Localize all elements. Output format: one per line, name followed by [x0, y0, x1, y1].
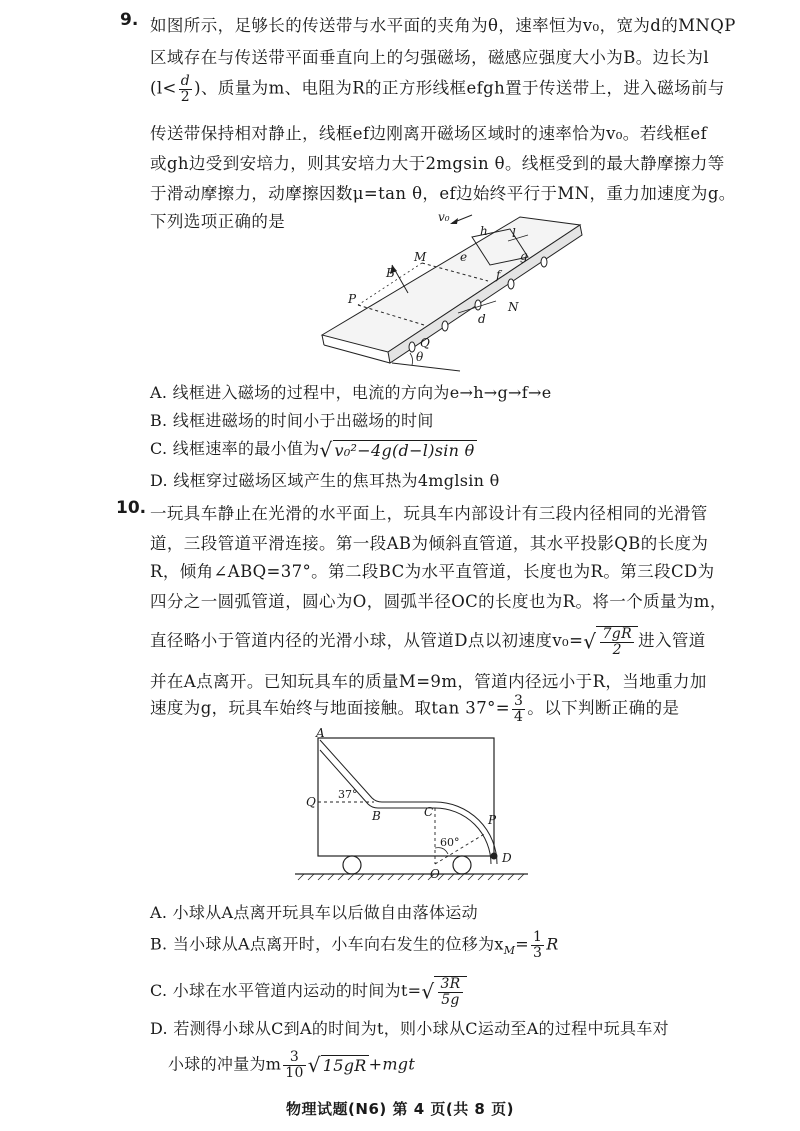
ground-line — [392, 363, 460, 371]
label-d: d — [478, 312, 486, 326]
wheel-right — [453, 856, 471, 874]
frac-denominator: 2 — [179, 89, 192, 105]
q9-option-d: D. 线框穿过磁场区域产生的焦耳热为4mglsin θ — [150, 471, 500, 490]
label-q: Q — [306, 795, 316, 809]
frac-numerator: d — [180, 73, 191, 89]
q10-line-7-pre: 速度为g，玩具车始终与地面接触。取tan 37°= — [150, 698, 510, 718]
q9-line-5: 或gh边受到安培力，则其安培力大于2mgsin θ。线框受到的最大静摩擦力等 — [150, 154, 725, 173]
question-9-number: 9. — [120, 10, 139, 30]
q9-line-3-text: 、质量为m、电阻为R的正方形线框efgh置于传送带上，进入磁场前与 — [200, 78, 725, 98]
label-d: D — [502, 851, 512, 865]
q10-line-5-post: 进入管道 — [638, 631, 706, 651]
frac-denominator: 2 — [600, 642, 634, 658]
q10-line-2: 道，三段管道平滑连接。第一段AB为倾斜直管道，其水平投影QB的长度为 — [150, 534, 709, 553]
q9-option-a: A. 线框进入磁场的过程中，电流的方向为e→h→g→f→e — [150, 383, 552, 402]
subscript-m: M — [503, 943, 516, 957]
frac-numerator: 3 — [289, 1049, 300, 1065]
q10-line-5 — [150, 626, 706, 657]
label-v0: v₀ — [438, 210, 450, 224]
b-fraction — [531, 930, 544, 960]
q9-line-3 — [150, 74, 725, 104]
label-e: e — [460, 250, 468, 264]
label-p: P — [348, 292, 357, 306]
q9-option-b: B. 线框进磁场的时间小于出磁场的时间 — [150, 411, 434, 430]
label-p: P — [488, 813, 497, 827]
label-o: O — [430, 867, 440, 881]
q9-line-3-post: ) — [194, 78, 201, 98]
wheel-left — [343, 856, 361, 874]
label-l: l — [512, 226, 516, 240]
q10-option-b — [150, 930, 559, 960]
c-sqrt: √ $\frac{3R}{5g}$ — [421, 976, 466, 1007]
toy-car-figure — [290, 728, 540, 888]
radicand: 15gR — [322, 1056, 367, 1076]
label-c: C — [424, 805, 434, 819]
q10-line-6: 并在A点离开。已知玩具车的质量M=9m，管道内径远小于R，当地重力加 — [150, 672, 707, 691]
q10-line-7-post: 。以下判断正确的是 — [527, 698, 680, 718]
label-n: N — [508, 300, 519, 314]
label-h: h — [480, 224, 488, 238]
q10-option-d-line-2 — [168, 1050, 415, 1080]
frac-numerator: 7gR — [602, 626, 633, 642]
q10-line-3: R，倾角∠ABQ=37°。第二段BC为水平直管道，长度也为R。第三段CD为 — [150, 562, 715, 581]
frac-numerator: 3 — [513, 693, 524, 709]
label-m: M — [414, 250, 427, 264]
frac-denominator: 4 — [513, 708, 524, 725]
radicand: v₀²−4g(d−l)sin θ — [334, 440, 475, 460]
q9-line-3-pre: (l< — [150, 78, 177, 98]
q10-option-b-unit: R — [546, 934, 559, 954]
q10-option-c-text: C. 小球在水平管道内运动的时间为t= — [150, 981, 422, 1001]
label-a: A — [316, 728, 325, 740]
tan-fraction — [512, 694, 525, 724]
label-angle-37: 37° — [338, 788, 358, 801]
label-b: B — [386, 266, 395, 280]
q10-option-d-line-1: D. 若测得小球从C到A的时间为t，则小球从C运动至A的过程中玩具车对 — [150, 1019, 669, 1038]
belt-surface — [322, 217, 580, 352]
q9-line-6: 于滑动摩擦力，动摩擦因数μ=tan θ，ef边始终平行于MN，重力加速度为g。 — [150, 184, 736, 203]
label-g: g — [520, 249, 528, 263]
q10-option-c — [150, 976, 467, 1007]
frac-denominator: 5g — [438, 992, 462, 1008]
q9-line-7: 下列选项正确的是 — [150, 212, 286, 231]
q9-line-2: 区域存在与传送带平面垂直向上的匀强磁场，磁感应强度大小为B。边长为l — [150, 48, 710, 67]
q9-option-c-sqrt: √ v₀²−4g(d−l)sin θ — [319, 437, 475, 462]
frac-numerator: 3R — [440, 976, 461, 992]
label-angle-60: 60° — [440, 836, 460, 849]
label-f: f — [496, 268, 501, 282]
d-sqrt: √ 15gR — [307, 1053, 367, 1078]
q9-option-c — [150, 436, 477, 462]
q9-option-c-text: C. 线框速率的最小值为 — [150, 439, 320, 458]
q9-line-1: 如图所示，足够长的传送带与水平面的夹角为θ，速率恒为v₀，宽为d的MNQP — [150, 16, 736, 35]
q10-option-d-tail: +mgt — [368, 1054, 416, 1074]
equals-sign: = — [515, 934, 530, 954]
q9-line-3-fraction — [179, 74, 192, 104]
label-q: Q — [420, 336, 430, 350]
q9-line-4: 传送带保持相对静止，线框ef边刚离开磁场区域时的速率恰为v₀。若线框ef — [150, 124, 708, 143]
q10-line-4: 四分之一圆弧管道，圆心为O，圆弧半径OC的长度也为R。将一个质量为m， — [150, 592, 727, 611]
q10-line-1: 一玩具车静止在光滑的水平面上，玩具车内部设计有三段内径相同的光滑管 — [150, 504, 708, 523]
conveyor-belt-figure — [310, 195, 595, 375]
q10-option-a: A. 小球从A点离开玩具车以后做自由落体运动 — [150, 903, 478, 922]
q10-line-7 — [150, 694, 679, 724]
d-fraction — [283, 1050, 305, 1080]
label-b: B — [372, 809, 381, 823]
v0-sqrt: √ $\frac{7gR}{2}$ — [583, 626, 638, 657]
ball — [491, 853, 498, 860]
question-10-number: 10. — [116, 498, 147, 518]
label-theta: θ — [416, 350, 424, 364]
q10-option-b-text: B. 当小球从A点离开时，小车向右发生的位移为x — [150, 934, 504, 954]
frac-denominator: 3 — [533, 944, 543, 961]
page-footer: 物理试题(N6) 第 4 页(共 8 页) — [286, 1100, 514, 1118]
frac-denominator: 10 — [285, 1064, 304, 1081]
q10-option-d-text: 小球的冲量为m — [168, 1054, 282, 1074]
frac-numerator: 1 — [533, 929, 543, 945]
q10-line-5-pre: 直径略小于管道内径的光滑小球，从管道D点以初速度v₀= — [150, 631, 584, 651]
